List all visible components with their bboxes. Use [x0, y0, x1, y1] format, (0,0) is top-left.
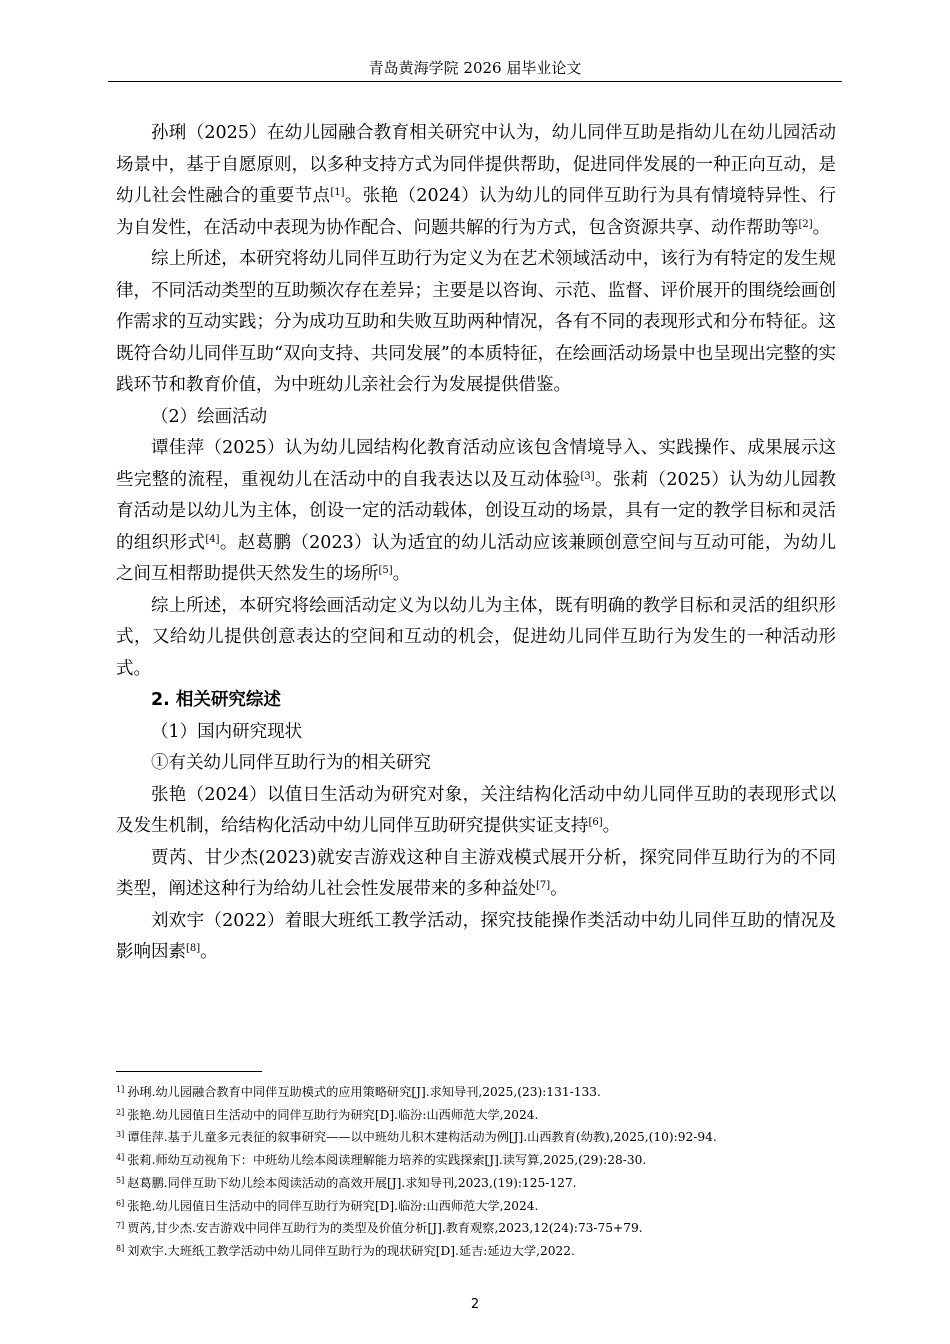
- section-heading: 2. 相关研究综述: [151, 690, 281, 710]
- footnote-text: 张艳.幼儿园值日生活动中的同伴互助行为研究[D].临汾:山西师范大学,2024.: [127, 1107, 539, 1122]
- citation: [1]: [330, 187, 345, 198]
- footnote: [116, 1125, 850, 1148]
- text: 。张莉（2025）认为幼儿园教育活动是以幼儿为主体，创设一定的活动载体，创设互动的场景，具有一定的教学目标和灵活的组织形式: [116, 469, 836, 553]
- text: 孙琍（2025）在幼儿园融合教育相关研究中认为，幼儿同伴互助是指幼儿在幼儿园活动场景中，基于自愿原则，以多种支持方式为同伴提供帮助，促进同伴发展的一种正向互动，是幼儿社会性融合的重要节点: [116, 123, 836, 206]
- footnote-text: 贾芮,甘少杰.安吉游戏中同伴互助行为的类型及价值分析[J].教育观察,2023,12(24):73-75+79.: [127, 1221, 643, 1236]
- subheading-peer-help-research: ①有关幼儿同伴互助行为的相关研究: [151, 753, 431, 773]
- citation: [8]: [186, 943, 201, 954]
- paragraph-2: 综上所述，本研究将幼儿同伴互助行为定义为在艺术领域活动中，该行为有特定的发生规律，不同活动类型的互助频次存在差异；主要是以咨询、示范、监督、评价展开的围绕绘画创作需求的互动实践；分为成功互助和失败互助两种情况，各有不同的表现形式和分布特征。这既符合幼儿同伴互助“双向支持、共同发展”的本质特征，在绘画活动场景中也呈现出完整的实践环节和教育价值，为中班幼儿亲社会行为发展提供借鉴。: [116, 249, 836, 395]
- footnote-mark: 5]: [116, 1175, 125, 1185]
- header-rule: [108, 81, 842, 82]
- footnote-mark: 3]: [116, 1130, 125, 1140]
- footnote-text: 孙琍.幼儿园融合教育中同伴互助模式的应用策略研究[J].求知导刊,2025,(23):131-133.: [127, 1085, 601, 1099]
- footnote: [116, 1216, 850, 1239]
- text: 谭佳萍（2025）认为幼儿园结构化教育活动应该包含情境导入、实践操作、成果展示这些完整的流程，重视幼儿在活动中的自我表达以及互动体验: [116, 438, 836, 490]
- footnote-mark: 4]: [116, 1153, 125, 1163]
- paragraph-7: [116, 906, 836, 969]
- footnote: [116, 1103, 850, 1126]
- text: 。: [602, 816, 621, 836]
- paragraph-1: [116, 118, 836, 244]
- citation: [2]: [798, 218, 813, 230]
- text: 。: [200, 942, 218, 962]
- paragraph-6: [116, 843, 836, 906]
- footnotes: [116, 1080, 850, 1262]
- citation: [6]: [588, 817, 603, 828]
- footnote-text: 赵葛鹏.同伴互助下幼儿绘本阅读活动的高效开展[J].求知导刊,2023,(19):125-127.: [127, 1175, 577, 1190]
- footnote-text: 张莉.师幼互动视角下：中班幼儿绘本阅读理解能力培养的实践探索[J].读写算,2025,(29):28-30.: [127, 1153, 647, 1168]
- body-text: [116, 118, 836, 969]
- subheading-domestic-status: （1）国内研究现状: [151, 721, 303, 742]
- footnote-mark: 2]: [116, 1107, 125, 1117]
- running-header: 青岛黄海学院 2026 届毕业论文: [368, 59, 582, 77]
- paragraph-4: 综上所述，本研究将绘画活动定义为以幼儿为主体，既有明确的教学目标和灵活的组织形式，又给幼儿提供创意表达的空间和互动的机会，促进幼儿同伴互助行为发生的一种活动形式。: [116, 595, 836, 679]
- text: 。张艳（2024）认为幼儿的同伴互助行为具有情境特异性、行为自发性，在活动中表现为协作配合、问题共解的行为方式，包含资源共享、动作帮助等: [116, 186, 836, 238]
- paragraph-3: [116, 433, 836, 591]
- citation: [7]: [536, 880, 551, 891]
- subheading-painting-activity: （2）绘画活动: [151, 406, 268, 427]
- footnote: [116, 1171, 850, 1194]
- text: 。: [550, 879, 568, 899]
- footnote-rule: [116, 1071, 262, 1072]
- text: 贾芮、甘少杰(2023)就安吉游戏这种自主游戏模式展开分析，探究同伴互助行为的不同类型，阐述这种行为给幼儿社会性发展带来的多种益处: [116, 847, 836, 899]
- page-number: 2: [470, 1297, 480, 1312]
- footnote: [116, 1239, 850, 1262]
- footnote: [116, 1148, 850, 1171]
- footnote-text: 谭佳萍.基于儿童多元表征的叙事研究——以中班幼儿积木建构活动为例[J].山西教育(幼教),2025,(10):92-94.: [127, 1130, 717, 1145]
- text: 。赵葛鹏（2023）认为适宜的幼儿活动应该兼顾创意空间与互动可能，为幼儿之间互相帮助提供天然发生的场所: [116, 532, 837, 584]
- footnote: [116, 1194, 850, 1217]
- citation: [4]: [205, 533, 220, 545]
- text: 。: [392, 564, 411, 584]
- citation: [5]: [378, 565, 393, 576]
- text: 。: [812, 217, 831, 238]
- footnote: [116, 1080, 850, 1103]
- text: 刘欢宇（2022）着眼大班纸工教学活动，探究技能操作类活动中幼儿同伴互助的情况及影响因素: [116, 910, 836, 962]
- footnote-text: 张艳.幼儿园值日生活动中的同伴互助行为研究[D].临汾:山西师范大学,2024.: [127, 1198, 539, 1213]
- footnote-mark: 7]: [116, 1221, 125, 1231]
- footnote-mark: 1]: [116, 1085, 125, 1094]
- citation: [3]: [580, 470, 595, 482]
- footnote-mark: 6]: [116, 1198, 125, 1208]
- footnote-mark: 8]: [116, 1243, 125, 1253]
- footnote-text: 刘欢宇.大班纸工教学活动中幼儿同伴互助行为的现状研究[D].延吉:延边大学,2022.: [127, 1243, 575, 1258]
- text: 张艳（2024）以值日生活动为研究对象，关注结构化活动中幼儿同伴互助的表现形式以及发生机制，给结构化活动中幼儿同伴互助研究提供实证支持: [116, 784, 836, 836]
- paragraph-5: [116, 780, 836, 843]
